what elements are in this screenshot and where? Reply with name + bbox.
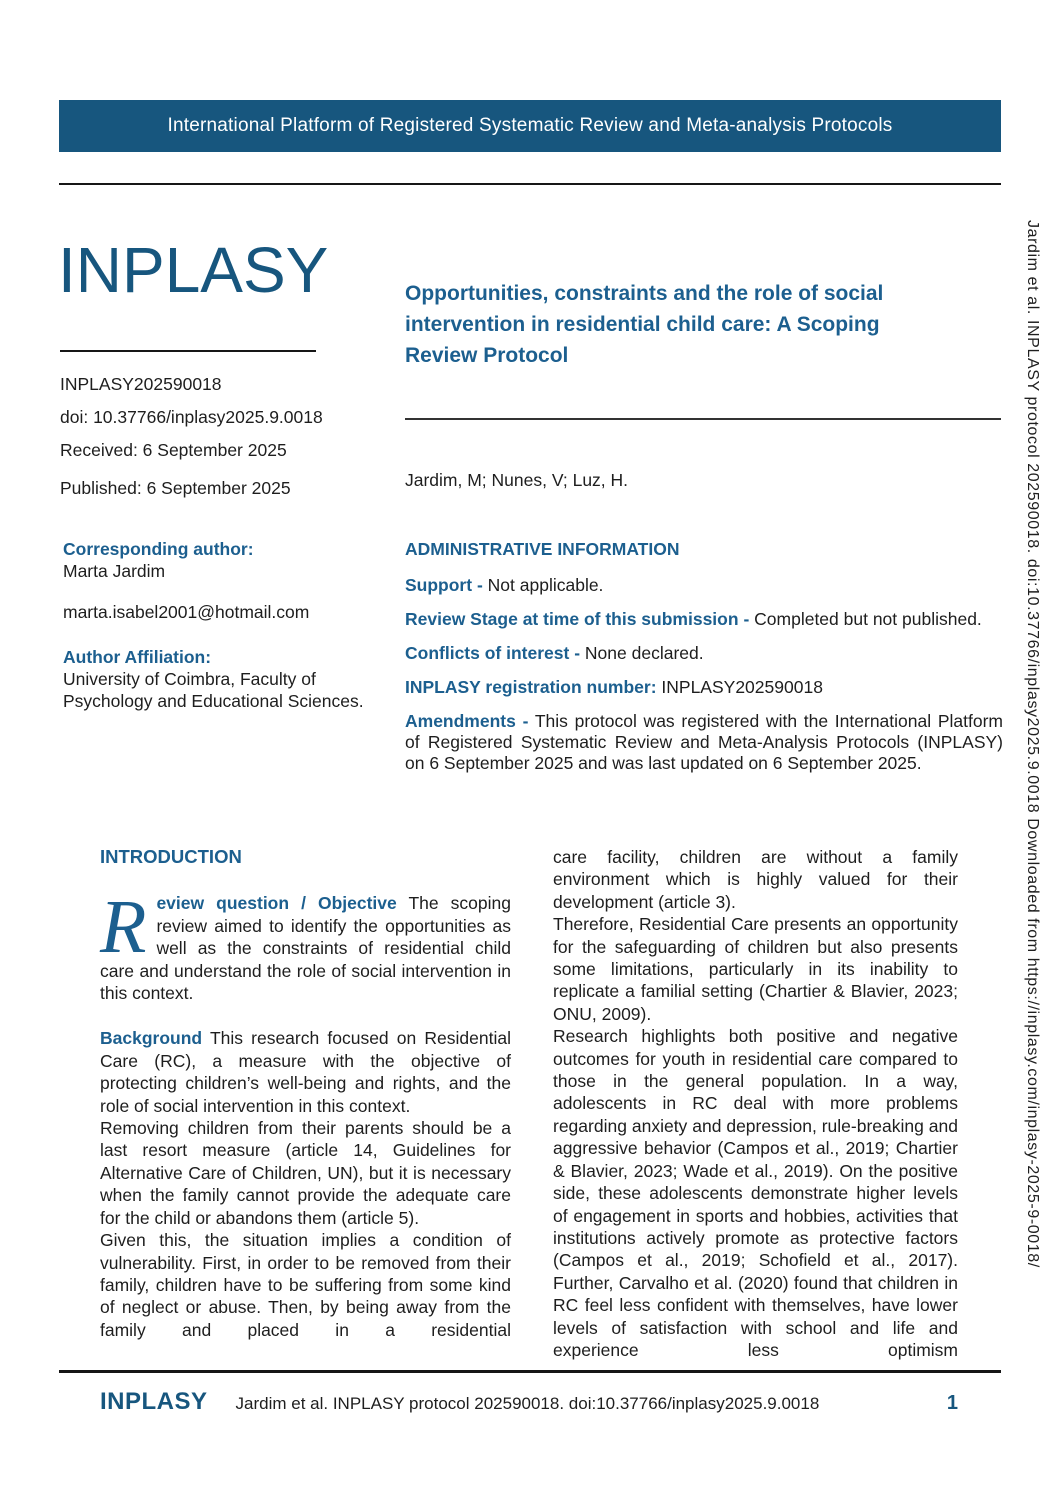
intro-paragraph: Removing children from their parents should be a last resort measure (article 14, Guidelines for Alternative Care of Children, UN), but it is necessary when the family cannot provide the adequate care for the child or abandons them (article 5).	[100, 1118, 511, 1228]
admin-amendments-sep: -	[522, 711, 529, 731]
article-title: Opportunities, constraints and the role of social intervention in residential child care: A Scoping Review Protocol	[405, 282, 884, 368]
corresponding-author-email: marta.isabel2001@hotmail.com	[63, 602, 310, 622]
background-label: Background	[100, 1028, 203, 1049]
sidebar-vertical-citation: Jardim et al. INPLASY protocol 202590018. doi:10.37766/inplasy2025.9.0018 Downloaded from https://inplasy.com/inplasy-2025-9-0018/	[1024, 220, 1041, 1268]
objective-label: eview question / Objective	[156, 893, 397, 914]
published-date: Published: 6 September 2025	[60, 478, 291, 498]
admin-item-support	[405, 575, 1003, 596]
footer-divider	[59, 1370, 1001, 1373]
background-text: This research focused on Residential Care (RC), a measure with the objective of protecting children’s well-being and rights, and the role of social intervention in this context.	[100, 1028, 511, 1116]
banner-title: International Platform of Registered Systematic Review and Meta-analysis Protocols	[167, 115, 893, 136]
dropcap-letter: R	[100, 885, 147, 970]
administrative-information	[405, 539, 1003, 787]
admin-item-amendments	[405, 711, 1003, 774]
admin-registration-label: INPLASY registration number:	[405, 677, 657, 697]
platform-banner	[59, 100, 1001, 152]
authors-line: Jardim, M; Nunes, V; Luz, H.	[405, 469, 629, 490]
admin-conflicts-label: Conflicts of interest	[405, 643, 570, 663]
admin-support-value: Not applicable.	[487, 575, 604, 595]
admin-review-stage-value: Completed but not published.	[754, 609, 982, 629]
corresponding-author-name: Marta Jardim	[63, 561, 166, 581]
inplasy-logo: INPLASY	[58, 234, 329, 306]
registration-id: INPLASY202590018	[60, 374, 222, 394]
top-divider	[59, 183, 1001, 185]
admin-amendments-label: Amendments	[405, 711, 516, 731]
background-paragraph	[100, 1027, 511, 1117]
objective-text: The scoping review aimed to identify the opportunities as well as the constraints of residential child care and understand the role of social intervention in this context.	[100, 893, 511, 1004]
intro-paragraph: care facility, children are without a family environment which is highly valued for their development (article 3).	[553, 847, 958, 912]
admin-review-stage-sep: -	[743, 609, 750, 629]
footer-citation: Jardim et al. INPLASY protocol 202590018. doi:10.37766/inplasy2025.9.0018	[235, 1394, 820, 1413]
doi-line: doi: 10.37766/inplasy2025.9.0018	[60, 407, 323, 427]
introduction-heading: INTRODUCTION	[100, 846, 242, 867]
introduction-right-column	[553, 846, 958, 1361]
introduction-left-column	[100, 846, 511, 1341]
admin-item-review-stage	[405, 609, 1003, 630]
admin-support-sep: -	[476, 575, 483, 595]
page-number: 1	[946, 1392, 958, 1414]
affiliation-text: University of Coimbra, Faculty of Psychology and Educational Sciences.	[63, 669, 364, 711]
title-divider	[405, 418, 1001, 420]
page-footer	[100, 1388, 958, 1416]
admin-conflicts-sep: -	[574, 643, 581, 663]
admin-item-conflicts	[405, 643, 1003, 664]
admin-conflicts-value: None declared.	[584, 643, 704, 663]
intro-paragraph: Given this, the situation implies a condition of vulnerability. First, in order to be removed from their family, children have to be suffering from some kind of neglect or abuse. Then, by being away from the family and placed in a residential	[100, 1230, 511, 1340]
admin-item-registration	[405, 677, 1003, 698]
admin-amendments-value: This protocol was registered with the International Platform of Registered Systematic Review and Meta-Analysis Protocols (INPLASY) on 6 September 2025 and was last updated on 6 September 2025.	[405, 711, 1003, 773]
corresponding-author-label: Corresponding author:	[63, 539, 254, 559]
author-block	[63, 538, 395, 712]
intro-paragraph: Therefore, Residential Care presents an opportunity for the safeguarding of children but also presents some limitations, particularly in its inability to replicate a familial setting (Chartier & Blavier, 2023; ONU, 2009).	[553, 914, 958, 1024]
admin-review-stage-label: Review Stage at time of this submission	[405, 609, 739, 629]
admin-support-label: Support	[405, 575, 473, 595]
admin-registration-value: INPLASY202590018	[661, 677, 823, 697]
affiliation-label: Author Affiliation:	[63, 647, 212, 667]
protocol-metadata	[60, 374, 400, 511]
intro-paragraph: Research highlights both positive and negative outcomes for youth in residential care compared to those in the general population. In a way, adolescents in RC deal with more problems regarding anxiety and depression, rule-breaking and aggressive behavior (Campos et al., 2019; Chartier & Blavier, 2023; Wade et al., 2019). On the positive side, these adolescents demonstrate higher levels of engagement in sports and hobbies, activities that institutions actively promote as protective factors (Campos et al., 2019; Schofield et al., 2017). Further, Carvalho et al. (2020) found that children in RC feel less confident with themselves, have lower levels of satisfaction with school and life and experience less optimism	[553, 1026, 958, 1360]
admin-heading: ADMINISTRATIVE INFORMATION	[405, 539, 680, 559]
objective-paragraph	[100, 885, 511, 1004]
logo-divider	[60, 350, 316, 352]
footer-inplasy-logo: INPLASY	[100, 1388, 208, 1415]
received-date: Received: 6 September 2025	[60, 440, 287, 460]
